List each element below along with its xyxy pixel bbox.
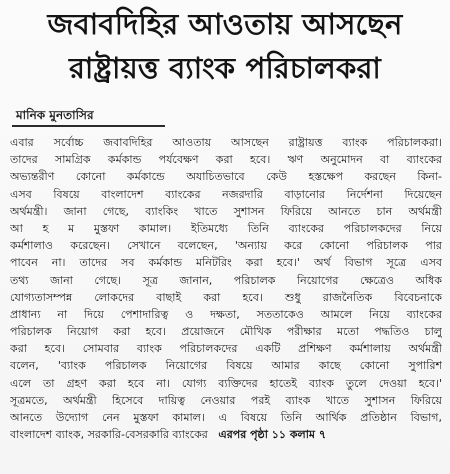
body-line: করা হবে। সোমবার ব্যাংক পরিচালকদের একটি প্রশিক্ষণ কর্মশালায় অর্থমন্ত্রী [10,342,442,356]
body-line: এবার সর্বোচ্চ জবাবদিহির আওতায় আসছেন রাষ্ট্রায়ত্ত ব্যাংক পরিচালকরা। [10,136,442,149]
headline-line-2: রাষ্ট্রায়ত্ত ব্যাংক পরিচালকরা [68,51,382,85]
body-line: বলেন, 'ব্যাংক পরিচালক নিয়োগের বিষয়ে আমার কাছে কোনো সুপারিশ [10,359,442,373]
body-line: তাদের সামগ্রিক কর্মকান্ড পর্যবেক্ষণ করা হবে। ঋণ অনুমোদন বা ব্যাংকের [10,153,442,167]
byline-rule [12,125,165,127]
article-body [10,134,442,443]
byline: মানিক মুনতাসির [16,108,94,122]
body-line: আ হ ম মুস্তফা কামাল। ইতিমধ্যে তিনি ব্যাংকের পরিচালকদের নিয়ে [10,221,442,235]
body-line: সূত্রমতে, অর্থমন্ত্রী হিসেবে দায়িত্ব নেওয়ার পরই ব্যাংক খাতে সুশাসন ফিরিয়ে [10,393,442,407]
body-line: পরিচালক নিয়োগ করা হবে। প্রয়োজনে মৌখিক পরীক্ষার মতো পদ্ধতিও চালু [10,325,442,339]
body-line: অভ্যন্তরীণ কোনো কর্মকান্ডে অযাচিতভাবে কেউ হস্তক্ষেপ করছেন কিনা- [10,170,442,184]
body-line: আনতে উদ্যোগ নেন মুস্তফা কামাল। এ বিষয়ে তিনি আর্থিক প্রতিষ্ঠান বিভাগ, [10,411,442,424]
body-line: যোগ্যতাসম্পন্ন লোকদের বাছাই করা হবে। শুধু রাজনৈতিক বিবেচনাকে [10,290,442,304]
continuation-jump: এরপর পৃষ্ঠা ১১ কলাম ৭ [218,428,327,442]
body-line-last [10,426,442,443]
body-line: প্রাধান্য না দিয়ে পেশাদারিত্ব ও দক্ষতা, সততাকেও আমলে নিয়ে ব্যাংকের [10,307,442,321]
body-line: অর্থমন্ত্রী। জানা গেছে, ব্যাংকিং খাতে সুশাসন ফিরিয়ে আনতে চান অর্থমন্ত্রী [10,204,442,218]
body-line: কর্মশালাও করেছেন। সেখানে বলেছেন, 'অন্যায় করে কোনো পরিচালক পার [10,239,442,253]
body-line-text: বাংলাদেশ ব্যাংক, সরকারি-বেসরকারি ব্যাংকের [10,428,208,442]
headline-line-1: জবাবদিহির আওতায় আসছেন [47,7,403,41]
body-line: পাবেন না। তাদের সব কর্মকান্ড মনিটরিং করা হবে।' অর্থ বিভাগ সূত্রে এসব [10,256,442,270]
body-line: এলে তা গ্রহণ করা হবে না। যোগ্য ব্যক্তিদের হাতেই ব্যাংক তুলে দেওয়া হবে।' [10,376,442,390]
body-line: এসব বিষয়ে বাংলাদেশ ব্যাংকের নজরদারি বাড়ানোর নির্দেশনা দিয়েছেন [10,187,442,201]
headline [0,2,450,90]
body-line: তথ্য জানা গেছে। সূত্র জানান, পরিচালক নিয়োগের ক্ষেত্রেও অধিক [10,273,442,287]
